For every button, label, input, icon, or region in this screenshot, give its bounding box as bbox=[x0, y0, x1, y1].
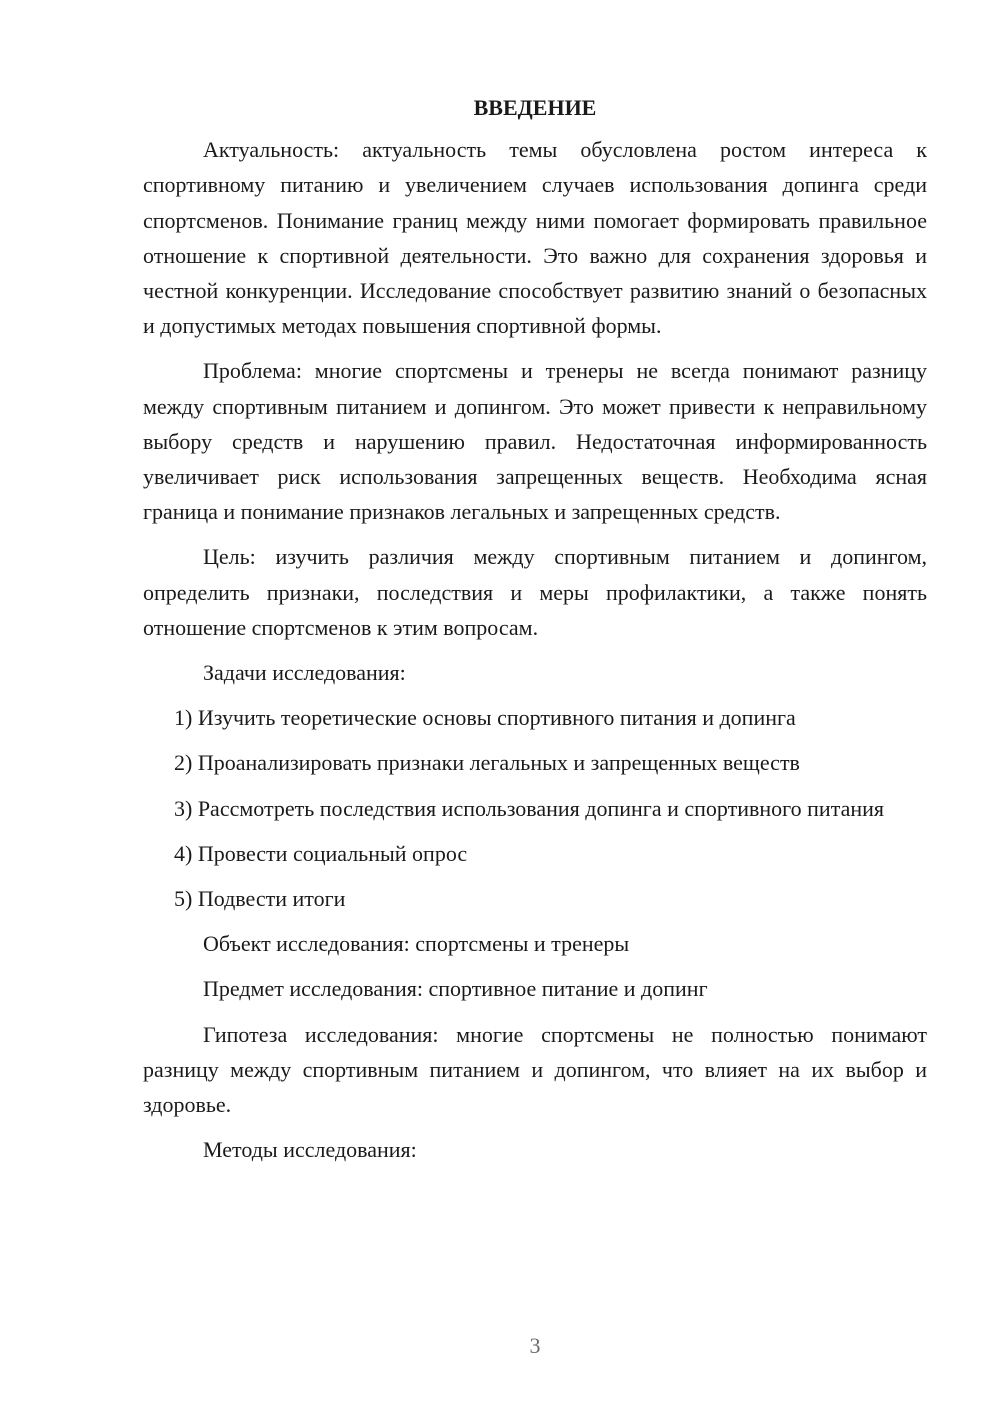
section-heading: ВВЕДЕНИЕ bbox=[473, 95, 597, 120]
problem-paragraph: Проблема: многие спортсмены и тренеры не всегда понимают разницу между спортивным питанием и допингом. Это может привести к неправильному выбору средств и нарушению правил. Недостаточная информированность увеличивает риск использования запрещенных веществ. Необходима ясная граница и понимание признаков легальных и запрещенных средств. bbox=[143, 358, 927, 525]
object-line: Объект исследования: спортсмены и тренеры bbox=[203, 931, 630, 957]
subject-line: Предмет исследования: спортивное питание и допинг bbox=[203, 976, 708, 1002]
task-item-3: 3) Рассмотреть последствия использования допинга и спортивного питания bbox=[174, 795, 885, 821]
task-item-5: 5) Подвести итоги bbox=[174, 886, 346, 912]
task-item-4: 4) Провести социальный опрос bbox=[174, 840, 468, 866]
tasks-title: Задачи исследования: bbox=[203, 660, 406, 686]
page-number: 3 bbox=[529, 1333, 541, 1358]
hypothesis-paragraph: Гипотеза исследования: многие спортсмены не полностью понимают разницу между спортивным питанием и допингом, что влияет на их выбор и здоровье. bbox=[143, 1021, 927, 1118]
relevance-paragraph: Актуальность: актуальность темы обусловлена ростом интереса к спортивному питанию и увеличением случаев использования допинга среди спортсменов. Понимание границ между ними помогает формировать правильное отношение к спортивной деятельности. Это важно для сохранения здоровья и честной конкуренции. Исследование способствует развитию знаний о безопасных и допустимых методах повышения спортивной формы. bbox=[143, 137, 927, 339]
methods-title: Методы исследования: bbox=[203, 1137, 417, 1163]
task-item-1: 1) Изучить теоретические основы спортивного питания и допинга bbox=[174, 705, 796, 731]
task-item-2: 2) Проанализировать признаки легальных и запрещенных веществ bbox=[174, 750, 800, 776]
goal-paragraph: Цель: изучить различия между спортивным питанием и допингом, определить признаки, последствия и меры профилактики, а также понять отношение спортсменов к этим вопросам. bbox=[143, 544, 927, 640]
page-content bbox=[143, 90, 927, 1177]
